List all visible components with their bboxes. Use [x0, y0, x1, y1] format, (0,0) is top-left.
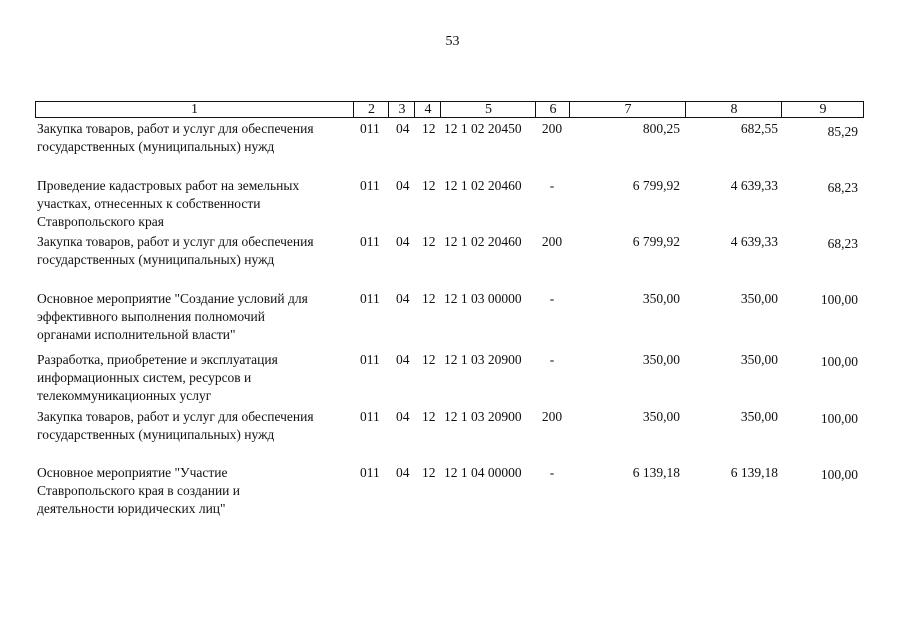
cell-pr: 12 — [422, 409, 436, 424]
row-description — [37, 464, 357, 518]
cell-vr: - — [549, 178, 555, 193]
row-description — [37, 351, 357, 405]
cell-col8: 682,55 — [740, 121, 778, 136]
cell-col8: 4 639,33 — [730, 178, 778, 193]
cell-col9: 85,29 — [827, 124, 858, 139]
description-line: Ставропольского края — [37, 214, 164, 229]
cell-pr: 12 — [422, 291, 436, 306]
cell-vr: 200 — [541, 234, 563, 249]
description-line: Проведение кадастровых работ на земельных — [37, 178, 300, 193]
cell-rz: 04 — [396, 352, 410, 367]
cell-col7: 350,00 — [642, 352, 680, 367]
cell-pr: 12 — [422, 234, 436, 249]
cell-ved: 011 — [360, 178, 380, 193]
description-line: эффективного выполнения полномочий — [37, 309, 265, 324]
row-description — [37, 120, 357, 156]
description-line: органами исполнительной власти" — [37, 327, 236, 342]
cell-csr: 12 1 02 20460 — [444, 234, 522, 249]
header-col-9: 9 — [781, 102, 864, 117]
cell-pr: 12 — [422, 352, 436, 367]
description-line: Закупка товаров, работ и услуг для обеспечения — [37, 409, 314, 424]
description-line: государственных (муниципальных) нужд — [37, 139, 275, 154]
cell-csr: 12 1 02 20450 — [444, 121, 522, 136]
header-col-4: 4 — [414, 102, 441, 117]
description-line: телекоммуникационных услуг — [37, 388, 212, 403]
description-line: Закупка товаров, работ и услуг для обеспечения — [37, 234, 314, 249]
cell-rz: 04 — [396, 409, 410, 424]
page-number: 53 — [445, 34, 460, 49]
row-description — [37, 408, 357, 444]
cell-rz: 04 — [396, 465, 410, 480]
description-line: Разработка, приобретение и эксплуатация — [37, 352, 278, 367]
header-col-7: 7 — [569, 102, 686, 117]
cell-vr: 200 — [541, 121, 563, 136]
description-line: деятельности юридических лиц" — [37, 501, 226, 516]
description-line: государственных (муниципальных) нужд — [37, 252, 275, 267]
cell-col7: 350,00 — [642, 409, 680, 424]
cell-rz: 04 — [396, 234, 410, 249]
cell-rz: 04 — [396, 121, 410, 136]
description-line: участках, отнесенных к собственности — [37, 196, 261, 211]
cell-vr: 200 — [541, 409, 563, 424]
cell-col9: 68,23 — [827, 236, 858, 251]
description-line: Ставропольского края в создании и — [37, 483, 240, 498]
cell-pr: 12 — [422, 121, 436, 136]
cell-csr: 12 1 02 20460 — [444, 178, 522, 193]
cell-col9: 100,00 — [820, 354, 858, 369]
cell-ved: 011 — [360, 121, 380, 136]
cell-csr: 12 1 04 00000 — [444, 465, 522, 480]
description-line: информационных систем, ресурсов и — [37, 370, 252, 385]
cell-rz: 04 — [396, 291, 410, 306]
cell-csr: 12 1 03 20900 — [444, 409, 522, 424]
cell-col9: 100,00 — [820, 467, 858, 482]
cell-col9: 100,00 — [820, 292, 858, 307]
cell-csr: 12 1 03 00000 — [444, 291, 522, 306]
description-line: Основное мероприятие "Участие — [37, 465, 228, 480]
cell-col8: 6 139,18 — [730, 465, 778, 480]
cell-vr: - — [549, 465, 555, 480]
cell-col8: 350,00 — [740, 291, 778, 306]
row-description — [37, 233, 357, 269]
cell-csr: 12 1 03 20900 — [444, 352, 522, 367]
header-col-5: 5 — [440, 102, 536, 117]
cell-pr: 12 — [422, 465, 436, 480]
cell-pr: 12 — [422, 178, 436, 193]
row-description — [37, 290, 357, 344]
cell-col7: 800,25 — [642, 121, 680, 136]
header-col-3: 3 — [388, 102, 415, 117]
cell-col8: 350,00 — [740, 409, 778, 424]
cell-rz: 04 — [396, 178, 410, 193]
cell-ved: 011 — [360, 409, 380, 424]
cell-col7: 6 799,92 — [632, 178, 680, 193]
header-col-1: 1 — [191, 102, 198, 117]
cell-col7: 6 799,92 — [632, 234, 680, 249]
header-col-2: 2 — [353, 102, 389, 117]
cell-col9: 68,23 — [827, 180, 858, 195]
cell-col7: 6 139,18 — [632, 465, 680, 480]
table-header-row — [35, 101, 864, 118]
cell-ved: 011 — [360, 352, 380, 367]
cell-col9: 100,00 — [820, 411, 858, 426]
cell-col8: 4 639,33 — [730, 234, 778, 249]
cell-col8: 350,00 — [740, 352, 778, 367]
cell-col7: 350,00 — [642, 291, 680, 306]
row-description — [37, 177, 357, 231]
header-col-8: 8 — [685, 102, 782, 117]
description-line: Закупка товаров, работ и услуг для обеспечения — [37, 121, 314, 136]
description-line: Основное мероприятие "Создание условий для — [37, 291, 308, 306]
cell-ved: 011 — [360, 465, 380, 480]
cell-vr: - — [549, 352, 555, 367]
cell-ved: 011 — [360, 234, 380, 249]
cell-vr: - — [549, 291, 555, 306]
header-col-6: 6 — [535, 102, 570, 117]
cell-ved: 011 — [360, 291, 380, 306]
description-line: государственных (муниципальных) нужд — [37, 427, 275, 442]
